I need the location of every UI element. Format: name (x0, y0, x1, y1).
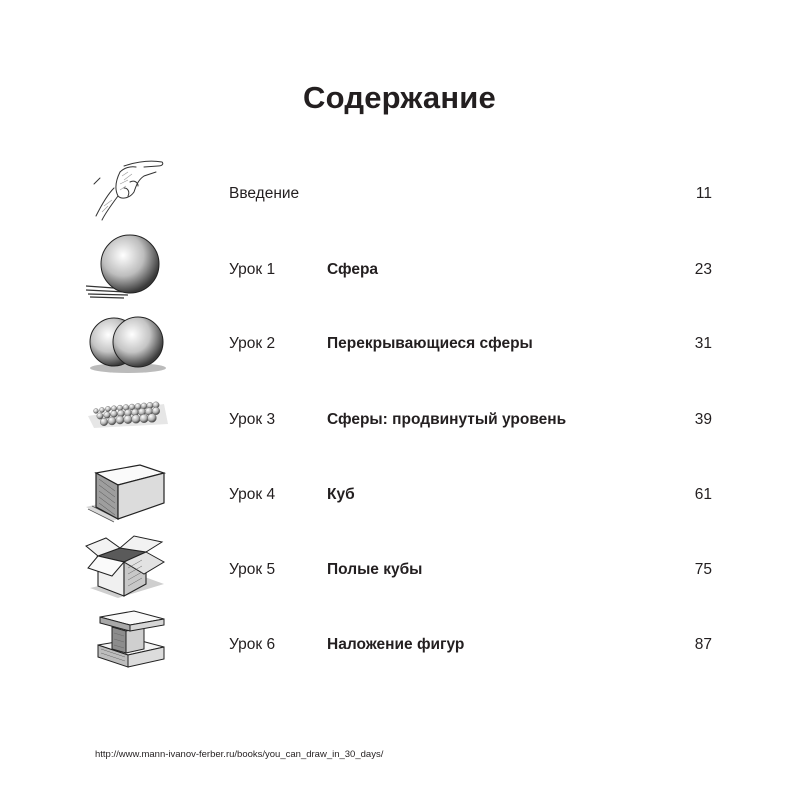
toc-page-number: 23 (694, 261, 712, 278)
toc-page-number: 61 (694, 486, 712, 503)
toc-lesson-title: Сферы: продвинутый уровень (327, 411, 567, 428)
toc-lesson-title: Сфера (327, 261, 379, 278)
page-title: Содержание (303, 80, 496, 115)
open-box-icon (84, 534, 168, 604)
toc-page-number: 11 (695, 185, 712, 202)
footer-url[interactable]: http://www.mann-ivanov-ferber.ru/books/you_can_draw_in_30_days/ (95, 749, 384, 760)
toc-page-number: 39 (694, 411, 712, 428)
toc-row-lesson-4[interactable] (0, 459, 799, 529)
sphere-rows-icon (84, 384, 168, 454)
toc-row-intro[interactable] (0, 158, 799, 228)
cube-icon (84, 459, 168, 529)
toc-lesson-label: Урок 6 (229, 636, 276, 653)
toc-row-lesson-1[interactable] (0, 234, 799, 304)
sphere-icon (84, 234, 168, 304)
toc-lesson-title: Полые кубы (327, 561, 423, 578)
toc-lesson-label: Урок 2 (229, 335, 276, 352)
toc-row-lesson-3[interactable] (0, 384, 799, 454)
toc-row-lesson-2[interactable] (0, 308, 799, 378)
toc-row-lesson-5[interactable] (0, 534, 799, 604)
toc-lesson-label: Урок 4 (229, 486, 276, 503)
toc-lesson-label: Урок 5 (229, 561, 276, 578)
toc-lesson-label: Введение (229, 185, 300, 202)
overlapping-spheres-icon (84, 308, 168, 378)
toc-page-number: 87 (694, 636, 712, 653)
toc-row-lesson-6[interactable] (0, 609, 799, 679)
hand-drawing-icon (84, 158, 168, 228)
toc-lesson-label: Урок 1 (229, 261, 276, 278)
stacked-shapes-icon (84, 609, 168, 679)
toc-lesson-title: Наложение фигур (327, 636, 465, 653)
toc-page-number: 31 (694, 335, 712, 352)
toc-lesson-title: Куб (327, 486, 355, 503)
toc-lesson-title: Перекрывающиеся сферы (327, 335, 533, 352)
toc-lesson-label: Урок 3 (229, 411, 276, 428)
toc-page-number: 75 (694, 561, 712, 578)
